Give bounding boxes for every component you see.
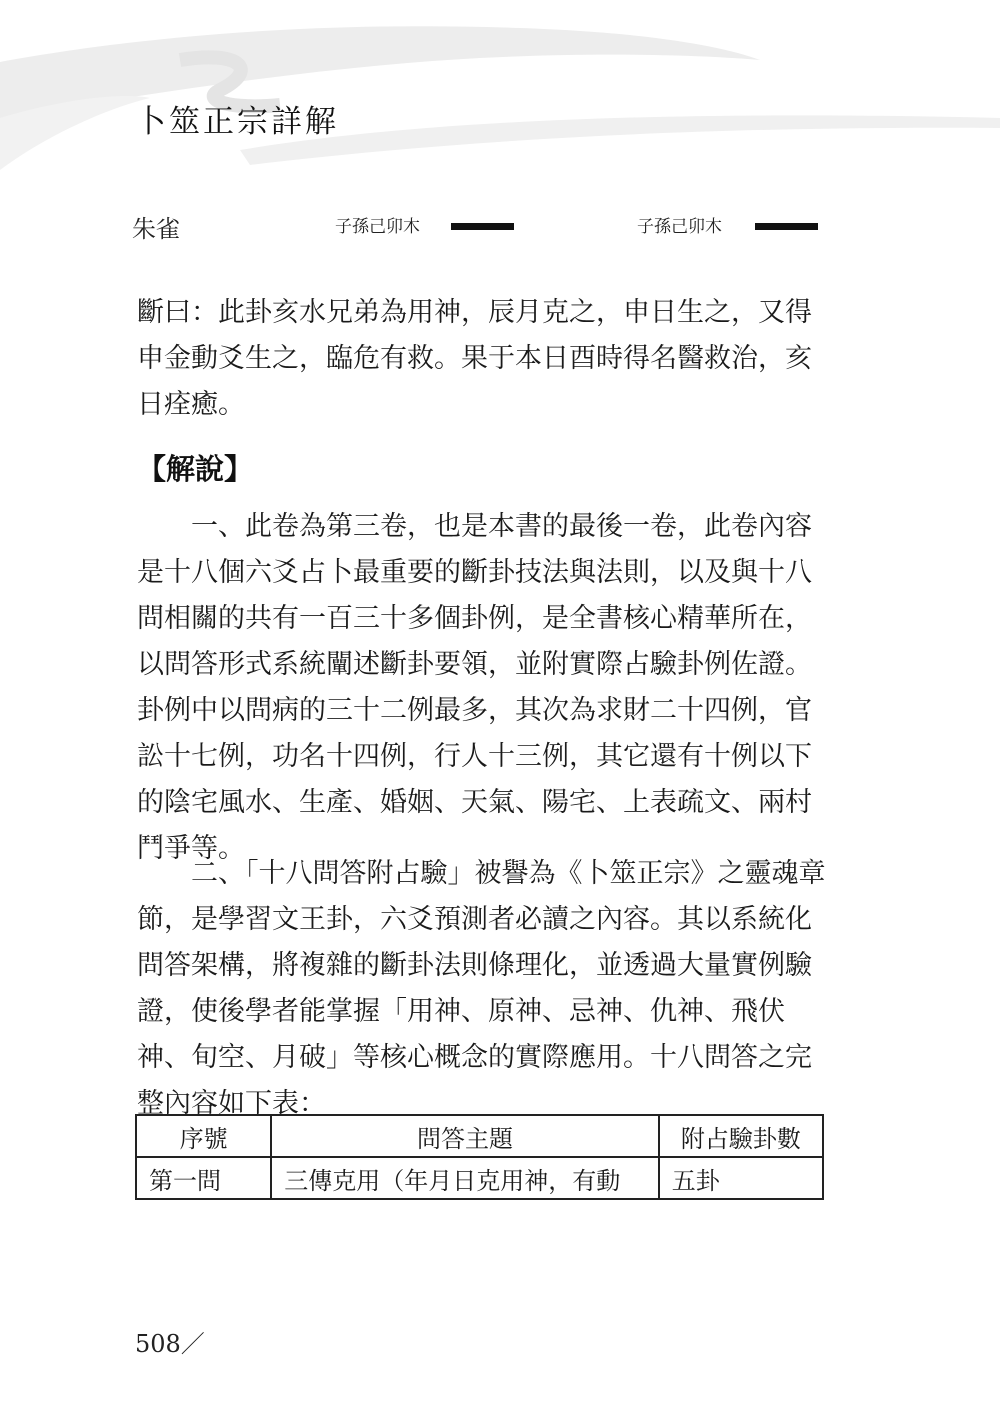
judgment-paragraph: 斷曰：此卦亥水兄弟為用神，辰月克之，申日生之，又得申金動爻生之，臨危有救。果于本日酉時得名醫救治，亥日痊癒。	[137, 297, 812, 420]
yang-line-left	[451, 223, 514, 230]
cell-hexagram-count: 五卦	[659, 1157, 823, 1199]
table-row	[136, 1157, 823, 1199]
yao-label-right: 子孫己卯木	[637, 217, 722, 237]
header-serial: 序號	[136, 1115, 271, 1157]
eighteen-questions-table	[135, 1114, 824, 1200]
yao-label-left: 子孫己卯木	[335, 217, 420, 237]
body-paragraph-2: 二、「十八問答附占驗」被譽為《卜筮正宗》之靈魂章節，是學習文王卦，六爻預測者必讀之內容。其以系統化問答架構，將複雜的斷卦法則條理化，並透過大量實例驗證，使後學者能掌握「用神、原神、忌神、仇神、飛伏神、旬空、月破」等核心概念的實際應用。十八問答之完整內容如下表：	[137, 858, 826, 1119]
six-spirit-label: 朱雀	[132, 215, 180, 243]
hexagram-line-row	[0, 205, 1000, 245]
yang-line-right	[755, 223, 818, 230]
header-topic: 問答主題	[271, 1115, 659, 1157]
table-header-row	[136, 1115, 823, 1157]
cell-serial: 第一問	[136, 1157, 271, 1199]
body-paragraph-1: 一、此卷為第三卷，也是本書的最後一卷，此卷內容是十八個六爻占卜最重要的斷卦技法與法則，以及與十八問相關的共有一百三十多個卦例，是全書核心精華所在，以問答形式系統闡述斷卦要領，並附實際占驗卦例佐證。卦例中以問病的三十二例最多，其次為求財二十四例，官訟十七例，功名十四例，行人十三例，其它還有十例以下的陰宅風水、生產、婚姻、天氣、陽宅、上表疏文、兩村鬥爭等。	[137, 511, 812, 864]
cell-topic: 三傳克用（年月日克用神，有動	[271, 1157, 659, 1199]
header-hexagram-count: 附占驗卦數	[659, 1115, 823, 1157]
book-title: 卜筮正宗詳解	[135, 104, 339, 140]
page-number: 508／	[135, 1330, 205, 1358]
section-title-explanation: 【解說】	[137, 452, 254, 486]
